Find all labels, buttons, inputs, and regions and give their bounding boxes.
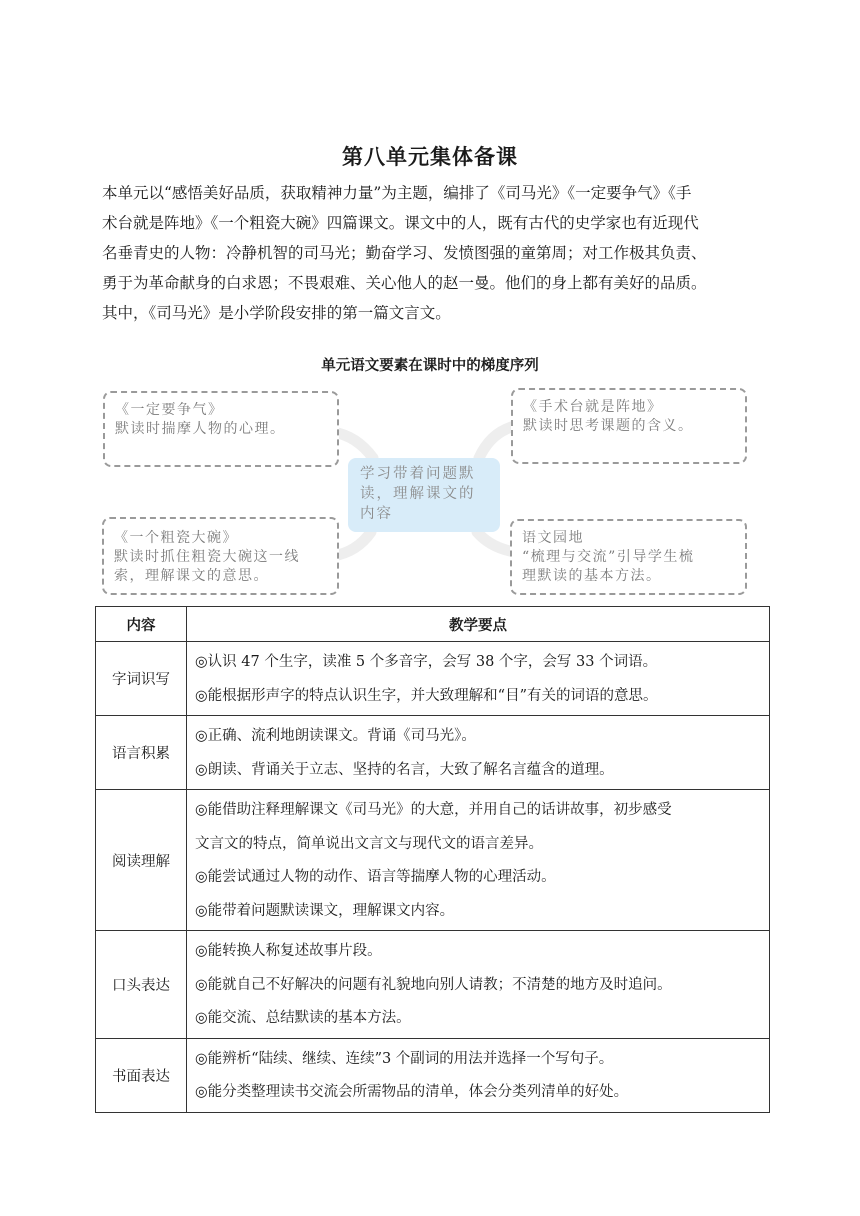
row-points <box>187 790 770 931</box>
mindmap-center-node <box>348 458 500 532</box>
node-bottom-right <box>510 519 747 595</box>
mindmap-title: 单元语文要素在课时中的梯度序列 <box>321 358 539 374</box>
node-text: 默读时抓住粗瓷大碗这一线 <box>114 549 300 565</box>
branch-top-right <box>479 426 515 458</box>
point-item: ◎能辨析“陆续、继续、连续”3 个副词的用法并选择一个写句子。 <box>195 1050 614 1067</box>
page-title: 第八单元集体备课 <box>342 145 518 169</box>
point-item: ◎能分类整理读书交流会所需物品的清单，体会分类列清单的好处。 <box>195 1084 629 1100</box>
branch-top-left <box>333 432 373 458</box>
point-item: ◎正确、流利地朗读课文。背诵《司马光》。 <box>195 728 476 744</box>
center-text: 读，理解课文的 <box>360 486 476 502</box>
intro-paragraph <box>102 178 778 328</box>
header-teaching-points: 教学要点 <box>187 607 770 642</box>
node-lesson-title: 《一定要争气》 <box>115 402 224 418</box>
node-lesson-title: 《一个粗瓷大碗》 <box>114 530 238 546</box>
node-text: 默读时揣摩人物的心理。 <box>115 421 286 437</box>
intro-line: 勇于为革命献身的白求恩；不畏艰难、关心他人的赵一曼。他们的身上都有美好的品质。 <box>102 274 707 292</box>
row-category: 书面表达 <box>96 1038 187 1112</box>
mindmap <box>95 384 765 602</box>
point-item: ◎认识 47 个生字，读准 5 个多音字，会写 38 个字，会写 33 个词语。 <box>195 654 658 670</box>
point-item: ◎能就自己不好解决的问题有礼貌地向别人请教；不清楚的地方及时追问。 <box>195 976 672 993</box>
table-row <box>96 716 770 790</box>
point-item: 文言文的特点，简单说出文言文与现代文的语言差异。 <box>195 835 543 852</box>
row-points <box>187 931 770 1039</box>
node-top-left <box>103 391 339 467</box>
point-item: ◎能带着问题默读课文，理解课文内容。 <box>195 902 455 919</box>
node-lesson-title: 语文园地 <box>522 530 584 546</box>
table-row <box>96 1038 770 1112</box>
point-item: ◎能转换人称复述故事片段。 <box>195 943 382 959</box>
point-item: ◎能交流、总结默读的基本方法。 <box>195 1010 411 1026</box>
intro-line: 其中，《司马光》是小学阶段安排的第一篇文言文。 <box>102 304 451 322</box>
row-category: 口头表达 <box>96 931 187 1039</box>
center-text: 内容 <box>360 506 393 522</box>
table-row <box>96 790 770 931</box>
point-item: ◎能根据形声字的特点认识生字，并大致理解和“目”有关的词语的意思。 <box>195 687 658 704</box>
row-points <box>187 716 770 790</box>
point-item: ◎朗读、背诵关于立志、坚持的名言，大致了解名言蕴含的道理。 <box>195 761 614 778</box>
node-bottom-left <box>102 517 339 595</box>
intro-line: 本单元以“感悟美好品质，获取精神力量”为主题，编排了《司马光》《一定要争气》《手 <box>102 184 692 202</box>
node-text: 索，理解课文的意思。 <box>114 568 269 584</box>
row-points <box>187 1038 770 1112</box>
row-category: 语言积累 <box>96 716 187 790</box>
table-row <box>96 642 770 716</box>
point-item: ◎能尝试通过人物的动作、语言等揣摩人物的心理活动。 <box>195 869 556 885</box>
table-header-row <box>96 607 770 642</box>
center-text: 学习带着问题默 <box>360 466 476 482</box>
row-points <box>187 642 770 716</box>
row-category: 阅读理解 <box>96 790 187 931</box>
teaching-points-table <box>95 606 770 1113</box>
row-category: 字词识写 <box>96 642 187 716</box>
node-text: 默读时思考课题的含义。 <box>523 418 694 434</box>
node-text: 理默读的基本方法。 <box>522 568 662 584</box>
header-content: 内容 <box>96 607 187 642</box>
node-top-right <box>511 388 747 464</box>
intro-line: 术台就是阵地》《一个粗瓷大碗》四篇课文。课文中的人，既有古代的史学家也有近现代 <box>102 214 699 232</box>
point-item: ◎能借助注释理解课文《司马光》的大意，并用自己的话讲故事，初步感受 <box>195 802 672 818</box>
node-text: “梳理与交流”引导学生梳 <box>522 549 695 565</box>
intro-line: 名垂青史的人物：冷静机智的司马光；勤奋学习、发愤图强的童第周；对工作极其负责、 <box>102 244 707 262</box>
table-row <box>96 931 770 1039</box>
node-lesson-title: 《手术台就是阵地》 <box>523 399 663 415</box>
